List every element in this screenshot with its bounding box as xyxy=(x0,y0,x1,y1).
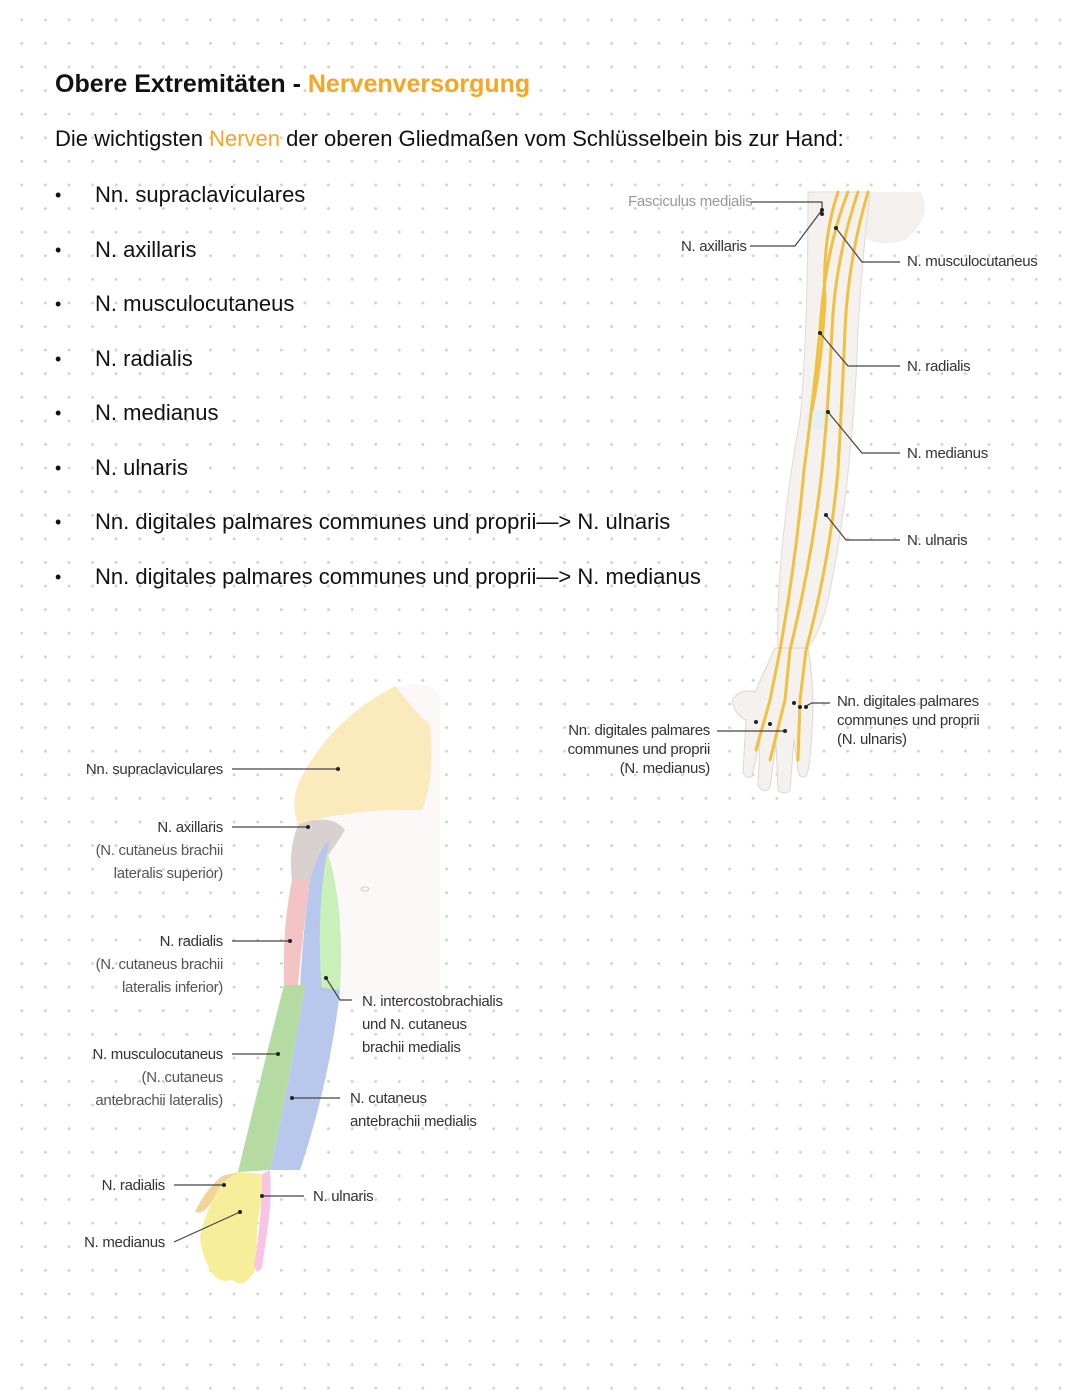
label-intercostobrachialis: N. intercostobrachialis und N. cutaneus brachii medialis xyxy=(362,993,503,1056)
label-digitales-ulnaris: Nn. digitales palmares communes und proprii (N. ulnaris) xyxy=(837,693,980,748)
list-item: • Nn. digitales palmares communes und proprii—> N. medianus xyxy=(55,554,701,609)
label-fasciculus-medialis: Fasciculus medialis xyxy=(628,193,753,210)
label-skin-radialis: N. radialis (N. cutaneus brachii lateralis inferior) xyxy=(95,933,223,996)
label-supraclaviculares: Nn. supraclaviculares xyxy=(85,761,223,778)
intro-before: Die wichtigsten xyxy=(55,126,210,151)
label-skin-medianus-hand: N. medianus xyxy=(84,1234,165,1251)
label-skin-radialis-hand: N. radialis xyxy=(101,1177,165,1194)
list-item: • N. ulnaris xyxy=(55,445,701,500)
list-item: • N. axillaris xyxy=(55,227,701,282)
zone-medianus-hand xyxy=(200,1172,262,1283)
label-musculocutaneus: N. musculocutaneus xyxy=(907,253,1038,270)
intro-after: der oberen Gliedmaßen vom Schlüsselbein bis zur Hand: xyxy=(280,126,844,151)
label-skin-axillaris: N. axillaris (N. cutaneus brachii lateralis superior) xyxy=(95,819,223,882)
title-highlight: Nervenversorgung xyxy=(307,70,531,98)
label-skin-musculocutaneus: N. musculocutaneus (N. cutaneus antebrachii lateralis) xyxy=(92,1046,223,1109)
list-item: • Nn. digitales palmares communes und proprii—> N. ulnaris xyxy=(55,499,701,554)
label-medianus: N. medianus xyxy=(907,445,988,462)
label-axillaris: N. axillaris xyxy=(681,238,747,255)
list-item: • N. musculocutaneus xyxy=(55,281,701,336)
label-radialis: N. radialis xyxy=(907,358,971,375)
list-item: • N. radialis xyxy=(55,336,701,391)
title-main: Obere Extremitäten - xyxy=(55,70,308,98)
intro-highlight: Nerven xyxy=(209,126,280,151)
label-skin-ulnaris-hand: N. ulnaris xyxy=(313,1188,374,1205)
list-item: • N. medianus xyxy=(55,390,701,445)
list-item: • Nn. supraclaviculares xyxy=(55,172,701,227)
label-cutaneus-antebrachii-medialis: N. cutaneus antebrachii medialis xyxy=(350,1090,477,1130)
zone-supraclaviculares xyxy=(294,686,431,825)
label-ulnaris: N. ulnaris xyxy=(907,532,968,549)
label-digitales-medianus: Nn. digitales palmares communes und proprii (N. medianus) xyxy=(567,722,710,777)
